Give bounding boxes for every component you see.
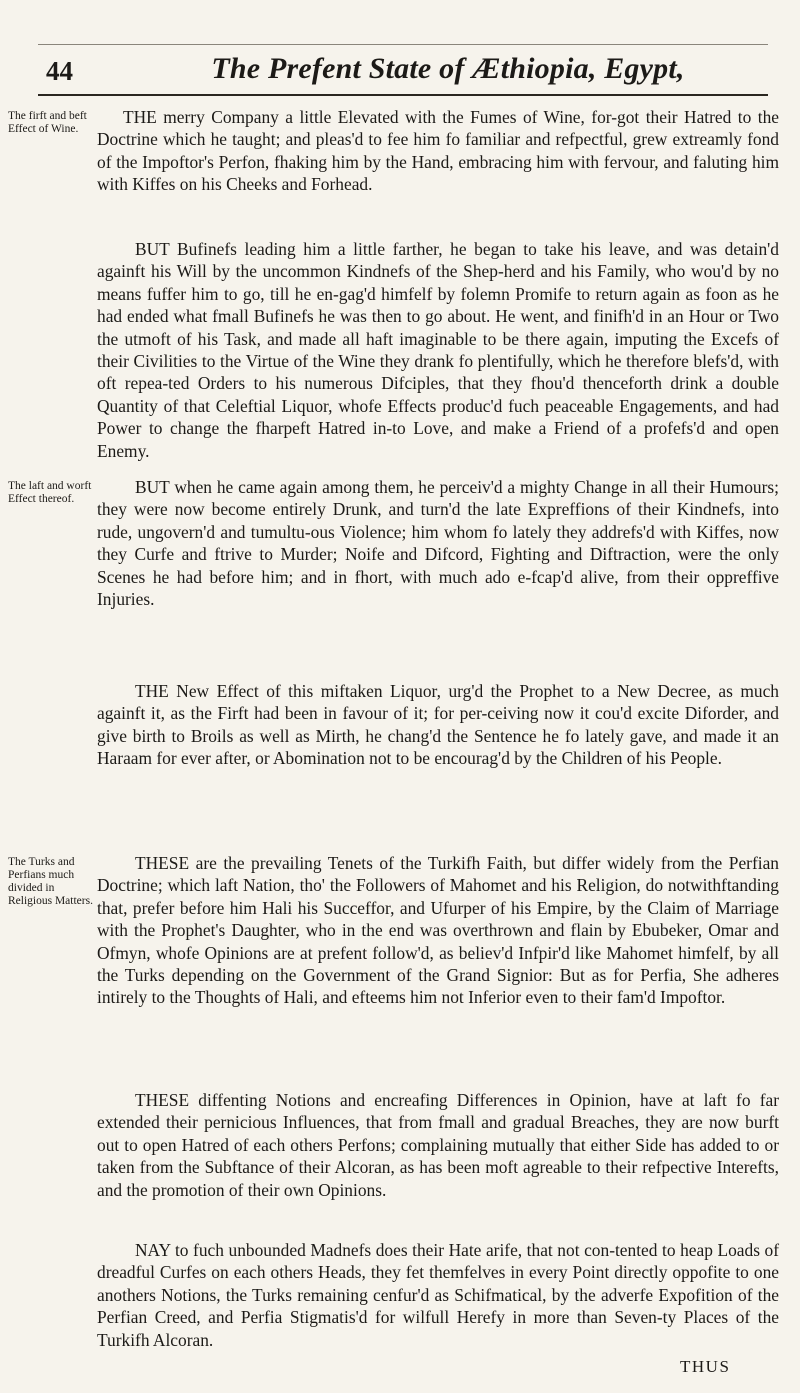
margin-note-first-effect: The firft and beft Effect of Wine. (8, 110, 87, 135)
page-number: 44 (46, 56, 73, 86)
paragraph-6: THESE diffenting Notions and encreafing Differences in Opinion, have at laft fo far extended their pernicious Influences, that from fmall and gradual Breaches, they are now burft out to open Hatred of each others Perfons; complaining mutually that either Side has added to or taken from the Subftance of their Alcoran, as has been moft agreable to their refpective Interefts, and the promotion of their own Opinions. (97, 1090, 779, 1200)
paragraph-1: THE merry Company a little Elevated with the Fumes of Wine, for-got their Hatred to the Doctrine which he taught; and pleas'd to fee him fo familiar and refpectful, grew extreamly fond of the Impoftor's Perfon, fhaking him by the Hand, embracing him with fervour, and faluting him with Kiffes on his Cheeks and Forhead. (97, 107, 779, 195)
catchword: THUS (680, 1357, 731, 1376)
paragraph-5: THESE are the prevailing Tenets of the Turkifh Faith, but differ widely from the Perfian Doctrine; which laft Nation, tho' the Followers of Mahomet and his Religion, do notwithftanding that, prefer before him Hali his Succeffor, and Ufurper of his Empire, by the Claim of Marriage with the Prophet's Daughter, who in the end was overthrown and flain by Ebubeker, Omar and Ofmyn, whofe Opinions are at prefent follow'd, as believ'd Infpir'd like Mahomet himfelf, by all the Turks depending on the Government of the Grand Signior: But as for Perfia, She adheres intirely to the Thoughts of Hali, and efteems him not Inferior even to their fam'd Impoftor. (97, 853, 779, 1008)
paragraph-3: BUT when he came again among them, he perceiv'd a mighty Change in all their Humours; they were now become entirely Drunk, and turn'd the late Expreffions of their Kindnefs, into rude, ungovern'd and tumultu-ous Violence; him whom fo lately they addrefs'd with Kiffes, now they Curfe and ftrive to Murder; Noife and Difcord, Fighting and Diftraction, were the only Scenes he had before him; and in fhort, with much ado e-fcap'd alive, from their oppreffive Injuries. (97, 477, 779, 610)
margin-note-last-effect: The laft and worft Effect thereof. (8, 480, 92, 505)
top-edge-line (38, 44, 768, 45)
running-title: The Prefent State of Æthiopia, Egypt, (211, 52, 685, 85)
page-header (38, 52, 768, 92)
header-rule (38, 94, 768, 96)
paragraph-4: THE New Effect of this miftaken Liquor, urg'd the Prophet to a New Decree, as much againft it, as the Firft had been in favour of it; for per-ceiving now it cou'd excite Diforder, and give birth to Broils as well as Mirth, he chang'd the Sentence he fo lately gave, and made it an Haraam for ever after, or Abomination not to be encourag'd by the Children of his People. (97, 681, 779, 769)
margin-note-turks-persians: The Turks and Perfians much divided in Religious Matters. (8, 856, 93, 907)
paragraph-2: BUT Bufinefs leading him a little farther, he began to take his leave, and was detain'd againft his Will by the uncommon Kindnefs of the Shep-herd and his Family, who wou'd by no means fuffer him to go, till he en-gag'd himfelf by folemn Promife to return again as foon as he had ended what fmall Bufinefs he was then to go about. He went, and finifh'd in an Hour or Two the utmoft of his Task, and made all haft imaginable to be there again, imputing the Excefs of their Civilities to the Virtue of the Wine they drank fo plentifully, which he therefore blefs'd, with oft repea-ted Orders to his numerous Difciples, that they fhou'd thenceforth drink a double Quantity of that Celeftial Liquor, whofe Effects produc'd fuch peaceable Engagements, and had Power to change the fharpeft Hatred in-to Love, and make a Friend of a profefs'd and open Enemy. (97, 239, 779, 461)
paragraph-7: NAY to fuch unbounded Madnefs does their Hate arife, that not con-tented to heap Loads of dreadful Curfes on each others Heads, they fet themfelves in every Point directly oppofite to one anothers Notions, the Turks remaining cenfur'd as Schifmatical, by the adverfe Expofition of the Perfian Creed, and Perfia Stigmatis'd for wilfull Herefy in more than Seven-ty Places of the Turkifh Alcoran. (97, 1240, 779, 1350)
